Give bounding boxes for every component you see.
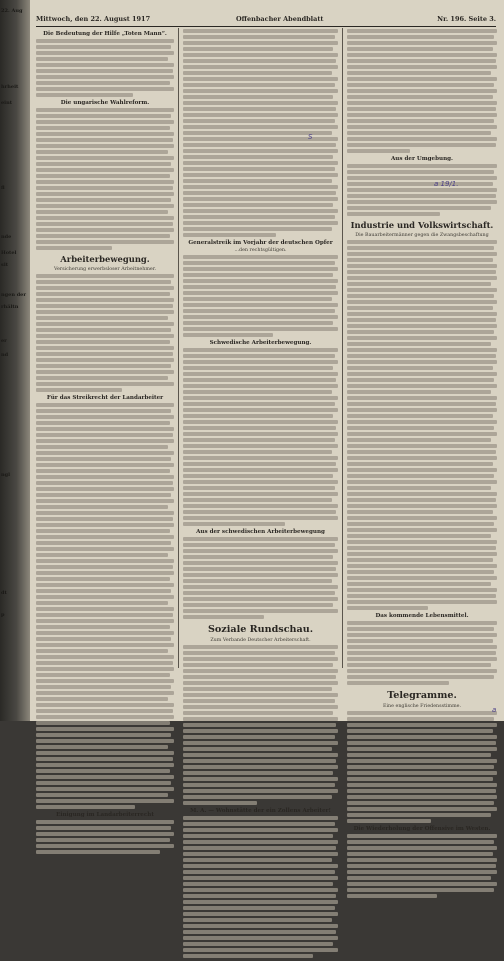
column-divider: [178, 28, 179, 668]
spine-fragment: dt: [1, 590, 7, 596]
article-body: [347, 621, 497, 685]
article-heading: Aus der schwedischen Arbeiterbewegung: [196, 529, 325, 535]
article-heading: Die Wiederholung der Offensive im Westen.: [353, 826, 491, 832]
article-body: [183, 816, 338, 958]
handwritten-mark: a 19/1.: [434, 180, 459, 188]
article-body: [183, 645, 338, 805]
article-body: [183, 255, 338, 337]
spine-fragment: er: [1, 338, 7, 344]
spine-fragment: sit: [1, 262, 9, 268]
article-body: [36, 274, 174, 392]
article-heading: Generalstreik im Vorjahr der deutschen Opfer: [188, 240, 333, 246]
left-page-spine: [0, 0, 30, 721]
article-body: [183, 29, 338, 237]
corner-mark: a: [492, 706, 497, 714]
section-subheading: Zum Verbande Deutscher Arbeiterschaft.: [210, 638, 311, 643]
article-heading: Das kommende Lebensmittel.: [375, 613, 469, 619]
article-body: [347, 164, 497, 216]
spine-fragment: ngl: [1, 472, 11, 478]
article-body: [347, 240, 497, 610]
spine-fragment: p: [1, 612, 5, 618]
section-heading: Industrie und Volkswirtschaft.: [350, 220, 494, 230]
article-heading: Einigung im Landarbeiterrecht: [56, 812, 154, 818]
section-subheading: Eine englische Friedensstimme.: [383, 704, 461, 709]
newspaper-name: Offenbacher Abendblatt: [236, 15, 324, 23]
spine-fragment: rhältn: [1, 304, 19, 310]
column-1: [36, 29, 174, 857]
article-heading: Schwedische Arbeiterbewegung.: [209, 340, 312, 346]
article-body: [347, 711, 497, 823]
section-heading: Soziale Rundschau.: [207, 624, 314, 635]
section-heading: Telegramme.: [387, 690, 457, 701]
article-body: [36, 403, 174, 809]
article-heading: M. A. — Wohnstätte der ein Zollens Arbeiter!: [190, 808, 331, 814]
spine-fragment: fl: [1, 185, 5, 191]
handwritten-mark: S: [308, 133, 313, 141]
column-2: [183, 29, 338, 961]
section-heading: Arbeiterbewegung.: [60, 254, 150, 264]
article-body: [183, 537, 338, 619]
section-subheading: Versicherung erwerbsloser Arbeitnehmer.: [53, 267, 157, 272]
article-body: [36, 820, 174, 854]
article-body: [183, 348, 338, 526]
running-head: [36, 15, 496, 25]
article-heading: Die Bedeutung der Hilfe „Toten Mann“.: [43, 31, 167, 37]
spine-fragment: 22. Aug: [1, 8, 23, 14]
head-rule: [36, 26, 496, 27]
spine-fragment: ngen der: [1, 292, 26, 298]
spine-fragment: nde: [1, 234, 12, 240]
article-heading: Für das Streikrecht der Landarbeiter: [46, 395, 164, 401]
page-number: Nr. 196. Seite 3.: [437, 15, 496, 23]
article-body: [36, 39, 174, 97]
spine-fragment: eint: [1, 100, 13, 106]
spine-fragment: nd: [1, 352, 9, 358]
column-divider: [342, 28, 343, 668]
article-body: [347, 29, 497, 153]
spine-fragment: hrheit: [1, 84, 19, 90]
article-subheading: ...den rechtsgültigen.: [234, 248, 287, 253]
article-body: [36, 108, 174, 250]
article-heading: Die ungarische Wahlreform.: [60, 100, 150, 106]
issue-date: Mittwoch, den 22. August 1917: [36, 15, 151, 23]
article-heading: Aus der Umgebung.: [390, 156, 454, 162]
spine-fragment: Hotel: [1, 250, 17, 256]
section-subheading: Die Bauarbeitermänner gegen die Zwangsbeschaftung: [355, 233, 489, 238]
article-body: [347, 834, 497, 898]
column-3: [347, 29, 497, 901]
newspaper-page: [30, 0, 504, 832]
